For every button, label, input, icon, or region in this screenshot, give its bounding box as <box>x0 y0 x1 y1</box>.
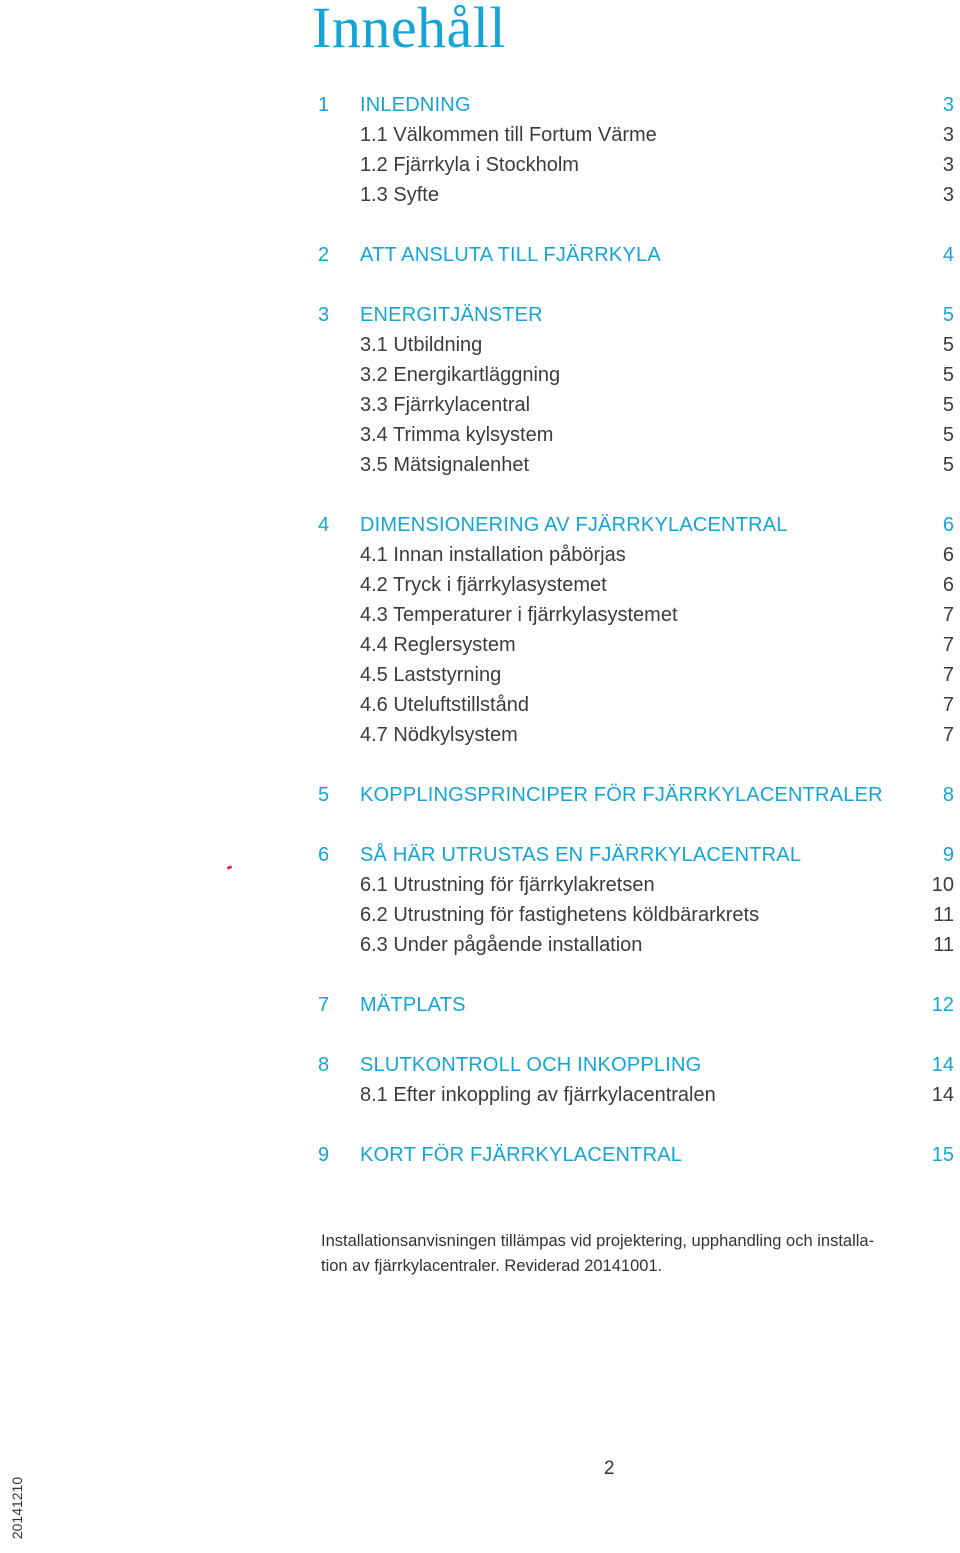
toc-subsection-label: 4.5 Laststyrning <box>360 664 502 686</box>
toc-subsection-page: 7 <box>942 664 954 686</box>
toc-subsection-page: 5 <box>942 424 954 446</box>
toc-section <box>318 1050 954 1110</box>
toc-chapter-label: KOPPLINGSPRINCIPER FÖR FJÄRRKYLACENTRALER <box>360 784 883 806</box>
toc-chapter-number: 3 <box>318 304 330 326</box>
toc-chapter-label: DIMENSIONERING AV FJÄRRKYLACENTRAL <box>360 514 788 536</box>
toc-subsection-label: 6.2 Utrustning för fastighetens köldbärarkrets <box>360 904 760 926</box>
toc-subsection-row[interactable] <box>318 390 954 420</box>
toc-section <box>318 90 954 210</box>
page-title: Innehåll <box>312 0 507 60</box>
toc-chapter-number: 8 <box>318 1054 330 1076</box>
toc-chapter-row[interactable] <box>318 510 954 540</box>
toc-chapter-label: SLUTKONTROLL OCH INKOPPLING <box>360 1054 702 1076</box>
toc-subsection-label: 3.4 Trimma kylsystem <box>360 424 554 446</box>
toc-chapter-page: 9 <box>942 844 954 866</box>
toc-chapter-label: ENERGITJÄNSTER <box>360 304 543 326</box>
toc-subsection-page: 7 <box>942 724 954 746</box>
toc-subsection-page: 3 <box>942 154 954 176</box>
toc-section <box>318 510 954 750</box>
toc-subsection-label: 4.7 Nödkylsystem <box>360 724 518 746</box>
toc-chapter-row[interactable] <box>318 1050 954 1080</box>
toc-subsection-label: 6.3 Under pågående installation <box>360 934 643 956</box>
toc-chapter-row[interactable] <box>318 1140 954 1170</box>
toc-chapter-page: 8 <box>942 784 954 806</box>
toc-section <box>318 300 954 480</box>
toc-subsection-page: 5 <box>942 394 954 416</box>
toc-subsection-page: 5 <box>942 334 954 356</box>
toc-subsection-row[interactable] <box>318 330 954 360</box>
toc-section <box>318 1140 954 1170</box>
toc-chapter-page: 12 <box>931 994 954 1016</box>
toc-subsection-row[interactable] <box>318 120 954 150</box>
toc-subsection-label: 6.1 Utrustning för fjärrkylakretsen <box>360 874 655 896</box>
note-line-2: tion av fjärrkylacentraler. Reviderad 20141001. <box>321 1257 663 1275</box>
toc-chapter-row[interactable] <box>318 840 954 870</box>
toc-subsection-page: 10 <box>931 874 954 896</box>
toc-subsection-label: 3.3 Fjärrkylacentral <box>360 394 531 416</box>
toc-subsection-page: 5 <box>942 364 954 386</box>
toc-chapter-number: 4 <box>318 514 330 536</box>
toc-chapter-page: 5 <box>942 304 954 326</box>
page-number: 2 <box>604 1458 615 1479</box>
toc-section <box>318 990 954 1020</box>
toc-chapter-label: SÅ HÄR UTRUSTAS EN FJÄRRKYLACENTRAL <box>360 844 802 866</box>
toc-chapter-number: 2 <box>318 244 330 266</box>
toc-chapter-page: 15 <box>931 1144 954 1166</box>
toc-subsection-label: 3.2 Energikartläggning <box>360 364 561 386</box>
toc-subsection-page: 5 <box>942 454 954 476</box>
toc-subsection-row[interactable] <box>318 1080 954 1110</box>
toc-section <box>318 780 954 810</box>
toc-chapter-number: 9 <box>318 1144 330 1166</box>
toc-chapter-label: MÄTPLATS <box>360 994 466 1016</box>
toc-subsection-page: 6 <box>942 544 954 566</box>
toc-subsection-label: 3.5 Mätsignalenhet <box>360 454 530 476</box>
toc-subsection-label: 3.1 Utbildning <box>360 334 483 356</box>
toc-chapter-page: 14 <box>931 1054 954 1076</box>
toc-subsection-label: 1.3 Syfte <box>360 184 439 206</box>
toc-chapter-page: 6 <box>942 514 954 536</box>
toc-subsection-page: 3 <box>942 184 954 206</box>
toc-chapter-number: 6 <box>318 844 330 866</box>
toc-section <box>318 840 954 960</box>
toc-subsection-row[interactable] <box>318 570 954 600</box>
toc-chapter-row[interactable] <box>318 240 954 270</box>
toc-subsection-page: 7 <box>942 694 954 716</box>
toc-subsection-page: 14 <box>931 1084 954 1106</box>
toc-subsection-row[interactable] <box>318 870 954 900</box>
toc-subsection-row[interactable] <box>318 150 954 180</box>
toc-subsection-row[interactable] <box>318 900 954 930</box>
toc-chapter-label: KORT FÖR FJÄRRKYLACENTRAL <box>360 1144 683 1166</box>
toc-subsection-label: 4.4 Reglersystem <box>360 634 516 656</box>
toc-subsection-row[interactable] <box>318 720 954 750</box>
red-mark <box>227 865 233 870</box>
toc-subsection-page: 6 <box>942 574 954 596</box>
toc-subsection-row[interactable] <box>318 540 954 570</box>
toc-chapter-row[interactable] <box>318 780 954 810</box>
table-of-contents <box>318 90 954 1200</box>
toc-chapter-number: 1 <box>318 94 330 116</box>
toc-subsection-row[interactable] <box>318 180 954 210</box>
toc-subsection-row[interactable] <box>318 630 954 660</box>
toc-chapter-number: 5 <box>318 784 330 806</box>
toc-chapter-page: 4 <box>942 244 954 266</box>
toc-subsection-page: 7 <box>942 634 954 656</box>
note-line-1: Installationsanvisningen tillämpas vid projektering, upphandling och installa- <box>321 1232 875 1250</box>
toc-subsection-page: 3 <box>942 124 954 146</box>
toc-subsection-row[interactable] <box>318 450 954 480</box>
toc-subsection-row[interactable] <box>318 930 954 960</box>
toc-subsection-label: 1.1 Välkommen till Fortum Värme <box>360 124 657 146</box>
toc-subsection-page: 11 <box>933 904 954 926</box>
revision-note <box>321 1229 901 1279</box>
toc-subsection-row[interactable] <box>318 360 954 390</box>
toc-subsection-row[interactable] <box>318 690 954 720</box>
toc-subsection-row[interactable] <box>318 600 954 630</box>
toc-chapter-label: ATT ANSLUTA TILL FJÄRRKYLA <box>360 244 661 266</box>
toc-chapter-row[interactable] <box>318 300 954 330</box>
toc-subsection-page: 7 <box>942 604 954 626</box>
toc-subsection-label: 1.2 Fjärrkyla i Stockholm <box>360 154 579 176</box>
toc-chapter-label: INLEDNING <box>360 94 471 116</box>
toc-subsection-label: 4.2 Tryck i fjärrkylasystemet <box>360 574 607 596</box>
toc-subsection-label: 4.6 Uteluftstillstånd <box>360 694 529 716</box>
toc-section <box>318 240 954 270</box>
toc-subsection-page: 11 <box>933 934 954 956</box>
toc-subsection-label: 8.1 Efter inkoppling av fjärrkylacentralen <box>360 1084 716 1106</box>
toc-subsection-row[interactable] <box>318 420 954 450</box>
toc-subsection-label: 4.1 Innan installation påbörjas <box>360 544 626 566</box>
toc-subsection-row[interactable] <box>318 660 954 690</box>
toc-chapter-row[interactable] <box>318 990 954 1020</box>
side-code: 20141210 <box>9 1476 25 1540</box>
toc-chapter-page: 3 <box>942 94 954 116</box>
toc-subsection-label: 4.3 Temperaturer i fjärrkylasystemet <box>360 604 678 626</box>
toc-chapter-number: 7 <box>318 994 330 1016</box>
toc-chapter-row[interactable] <box>318 90 954 120</box>
